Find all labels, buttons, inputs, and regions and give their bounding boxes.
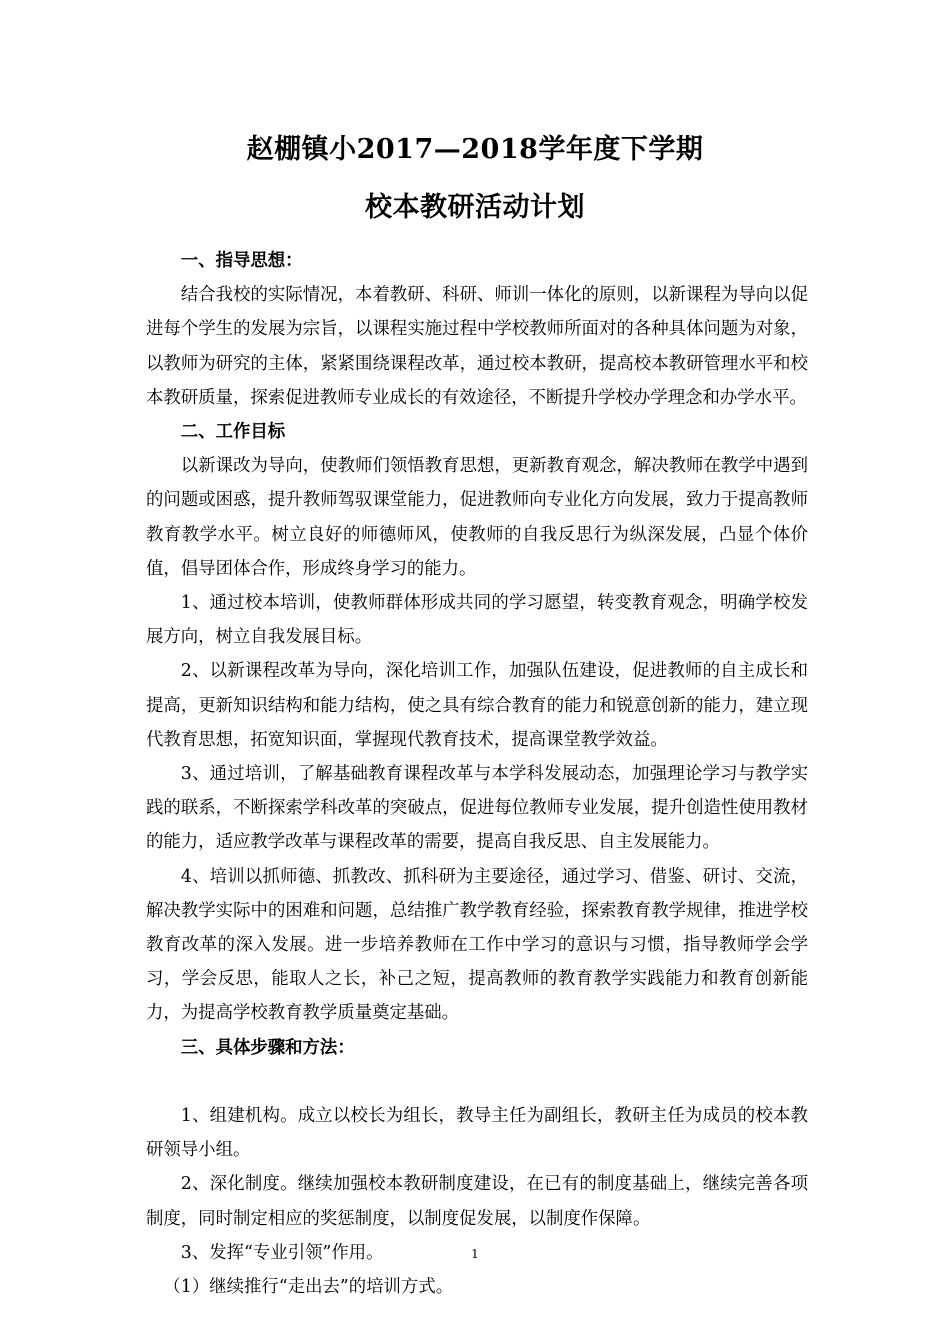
section2-item-3: 3、通过培训，了解基础教育课程改革与本学科发展动态，加强理论学习与教学实践的联系，不断探索学科改革的突破点，促进每位教师专业发展，提升创造性使用教材的能力，适应教学改革与课程改革的需要，提高自我反思、自主发展能力。 (146, 764, 808, 853)
section3-heading: 三、具体步骤和方法： (180, 1037, 355, 1058)
section3-item-3: 3、发挥“专业引领”作用。 (180, 1242, 384, 1263)
section2-intro: 以新课改为导向，使教师们领悟教育思想，更新教育观念，解决教师在教学中遇到的问题或困惑，提升教师驾驭课堂能力，促进教师向专业化方向发展，致力于提高教师教育教学水平。树立良好的师德师风，使教师的自我反思行为纵深发展，凸显个体价值，倡导团体合作，形成终身学习的能力。 (146, 456, 808, 579)
document-body (146, 244, 808, 1304)
section2-item-1: 1、通过校本培训，使教师群体形成共同的学习愿望，转变教育观念，明确学校发展方向，树立自我发展目标。 (146, 593, 808, 648)
document-title-line1: 赵棚镇小2017—2018学年度下学期 (246, 134, 704, 165)
section2-item-4: 4、培训以抓师德、抓教改、抓科研为主要途径，通过学习、借鉴、研讨、交流，解决教学实际中的困难和问题，总结推广教学教育经验，探索教育教学规律，推进学校教育改革的深入发展。进一步培养教师在工作中学习的意识与习惯，指导教师学会学习，学会反思，能取人之长，补己之短，提高教师的教育教学实践能力和教育创新能力，为提高学校教育教学质量奠定基础。 (146, 866, 808, 1024)
document-title-line2: 校本教研活动计划 (365, 192, 585, 223)
section1-heading: 一、指导思想： (180, 251, 303, 271)
blank-line (146, 1065, 808, 1099)
section3-item-1: 1、组建机构。成立以校长为组长，教导主任为副组长，教研主任为成员的校本教研领导小组。 (146, 1106, 808, 1161)
section2-heading: 二、工作目标 (180, 422, 286, 443)
page-number: 1 (471, 1247, 479, 1261)
section2-item-2: 2、以新课程改革为导向，深化培训工作，加强队伍建设，促进教师的自主成长和提高，更新知识结构和能力结构，使之具有综合教育的能力和锐意创新的能力，建立现代教育思想，拓宽知识面，掌握现代教育技术，提高课堂教学效益。 (146, 661, 808, 750)
section1-paragraph: 结合我校的实际情况，本着教研、科研、师训一体化的原则，以新课程为导向以促进每个学生的发展为宗旨，以课程实施过程中学校教师所面对的各种具体问题为对象，以教师为研究的主体，紧紧围绕课程改革，通过校本教研，提高校本教研管理水平和校本教研质量，探索促进教师专业成长的有效途径，不断提升学校办学理念和办学水平。 (146, 285, 808, 408)
section3-subitem-1: （1）继续推行“走出去”的培训方式。 (163, 1277, 454, 1298)
section3-item-2: 2、深化制度。继续加强校本教研制度建设，在已有的制度基础上，继续完善各项制度，同时制定相应的奖惩制度，以制度促发展，以制度作保障。 (146, 1174, 808, 1229)
